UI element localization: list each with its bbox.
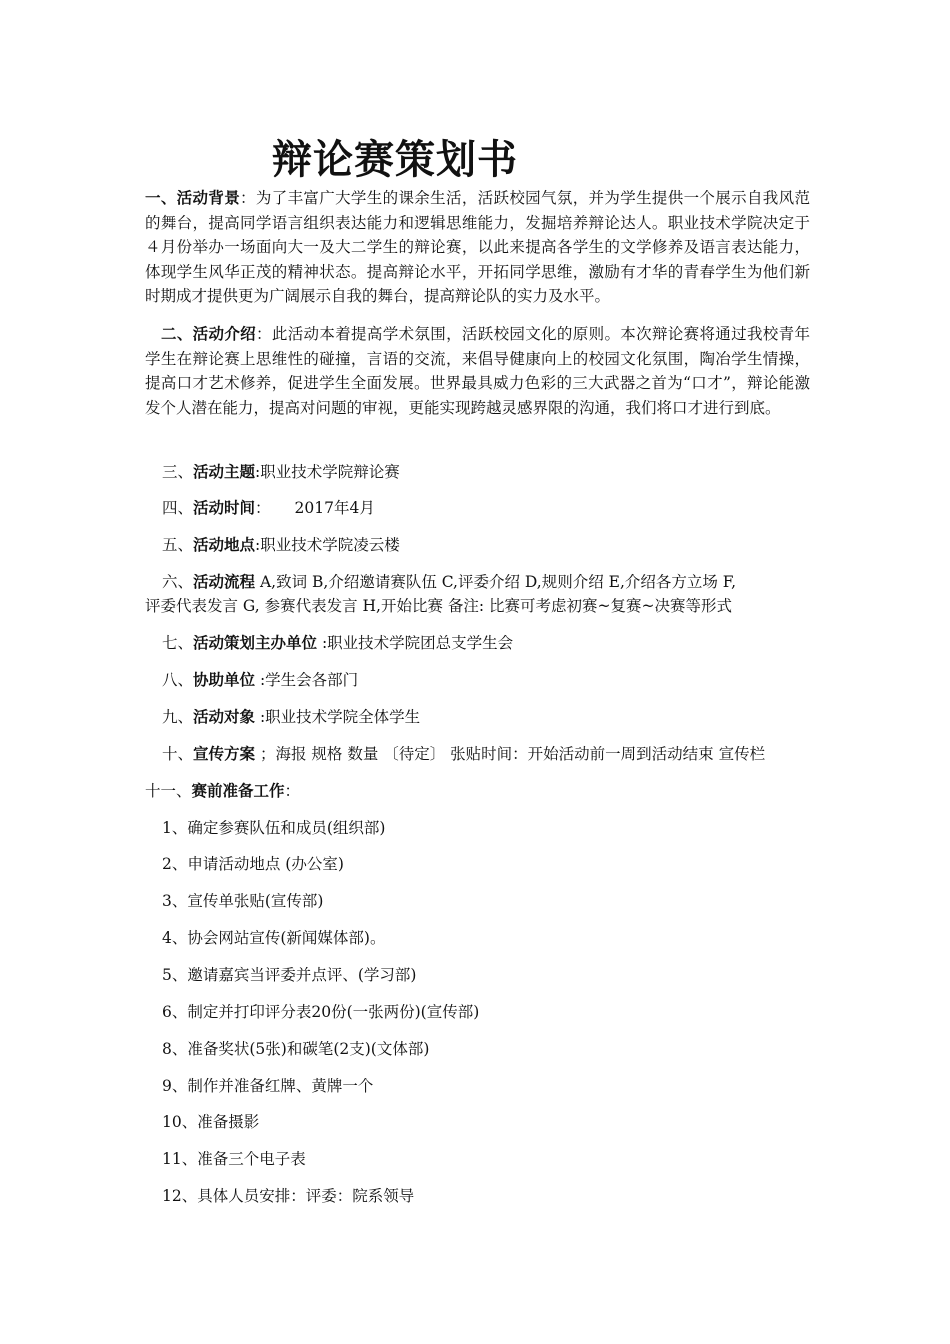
prep-list-item: 2、申请活动地点 (办公室) [162, 855, 344, 873]
section-text: :职业技术学院凌云楼 [255, 536, 400, 554]
section-text: ： [255, 499, 271, 517]
section-number: 四、 [162, 499, 194, 517]
section-heading: 活动时间 [193, 498, 256, 517]
prep-list-item: 12、具体人员安排：评委：院系领导 [162, 1187, 415, 1205]
section-number: 十一、 [145, 782, 192, 800]
section-prep [145, 779, 300, 803]
prep-list-item: 1、确定参赛队伍和成员(组织部) [162, 819, 386, 837]
section-heading: 宣传方案 [193, 744, 256, 763]
section-text: ： [284, 782, 301, 800]
section-text: ：此活动本着提高学术氛围，活跃校园文化的原则。本次辩论赛将通过我校青年学生在辩论赛上思维性的碰撞，言语的交流，来倡导健康向上的校园文化氛围，陶冶学生情操，提高口才艺术修养，促进学生全面发展。世界最具威力色彩的三大武器之首为“口才”，辩论能激发个人潜在能力，提高对问题的审视，更能实现跨越灵感界限的沟通，我们将口才进行到底。 [145, 325, 810, 417]
section-heading: 活动流程 [193, 572, 256, 591]
section-number: 六、 [162, 573, 194, 591]
section-text: :职业技术学院辩论赛 [255, 463, 400, 481]
section-heading: 活动策划主办单位 [193, 633, 318, 652]
prep-list-item: 4、协会网站宣传(新闻媒体部)。 [162, 929, 386, 947]
section-organizer [162, 631, 513, 655]
section-place [162, 533, 400, 557]
section-text: A,致词 B,介绍邀请赛队伍 C,评委介绍 D,规则介绍 E,介绍各方立场 F, [255, 573, 737, 591]
section-number: 九、 [162, 708, 194, 726]
section-text: :学生会各部门 [255, 671, 359, 689]
section-process-line-2: 评委代表发言 G, 参赛代表发言 H,开始比赛 备注: 比赛可考虑初赛~复赛~决赛等形式 [145, 597, 733, 615]
section-text: ；海报 规格 数量 〔待定〕 张贴时间：开始活动前一周到活动结束 宣传栏 [255, 745, 766, 763]
prep-list-item: 6、制定并打印评分表20份(一张两份)(宣传部) [162, 1003, 480, 1021]
section-number: 七、 [162, 634, 194, 652]
section-publicity [162, 742, 765, 766]
section-heading: 二、活动介绍 [161, 324, 257, 343]
prep-list-item: 8、准备奖状(5张)和碳笔(2支)(文体部) [162, 1040, 430, 1058]
section-intro [145, 322, 810, 420]
section-time [162, 496, 375, 520]
section-theme [162, 460, 400, 484]
section-text: :职业技术学院团总支学生会 [317, 634, 514, 652]
prep-list-item: 9、制作并准备红牌、黄牌一个 [162, 1077, 374, 1095]
prep-list-item: 5、邀请嘉宾当评委并点评、(学习部) [162, 966, 417, 984]
section-heading: 协助单位 [193, 670, 256, 689]
section-heading: 活动主题 [193, 462, 256, 481]
section-number: 五、 [162, 536, 194, 554]
section-heading: 赛前准备工作 [191, 781, 285, 800]
section-heading: 活动对象 [193, 707, 256, 726]
section-heading: 一、活动背景 [145, 188, 241, 207]
prep-list-item: 3、宣传单张贴(宣传部) [162, 892, 324, 910]
section-text: ：为了丰富广大学生的课余生活，活跃校园气氛，并为学生提供一个展示自我风范的舞台，提高同学语言组织表达能力和逻辑思维能力，发掘培养辩论达人。职业技术学院决定于４月份举办一场面向大一及大二学生的辩论赛，以此来提高各学生的文学修养及语言表达能力，体现学生风华正茂的精神状态。提高辩论水平，开拓同学思维，激励有才华的青春学生为他们新时期成才提供更为广阔展示自我的舞台，提高辩论队的实力及水平。 [145, 189, 810, 305]
section-number: 十、 [162, 745, 194, 763]
section-background [145, 186, 810, 309]
section-number: 三、 [162, 463, 194, 481]
section-process-line-1 [162, 570, 736, 594]
section-heading: 活动地点 [193, 535, 256, 554]
section-number: 八、 [162, 671, 194, 689]
section-value: 2017年4月 [294, 499, 375, 517]
document-title: 辩论赛策划书 [272, 136, 518, 183]
prep-list-item: 10、准备摄影 [162, 1113, 260, 1131]
section-audience [162, 705, 420, 729]
section-text: :职业技术学院全体学生 [255, 708, 421, 726]
prep-list-item: 11、准备三个电子表 [162, 1150, 306, 1168]
section-co-organizer [162, 668, 358, 692]
